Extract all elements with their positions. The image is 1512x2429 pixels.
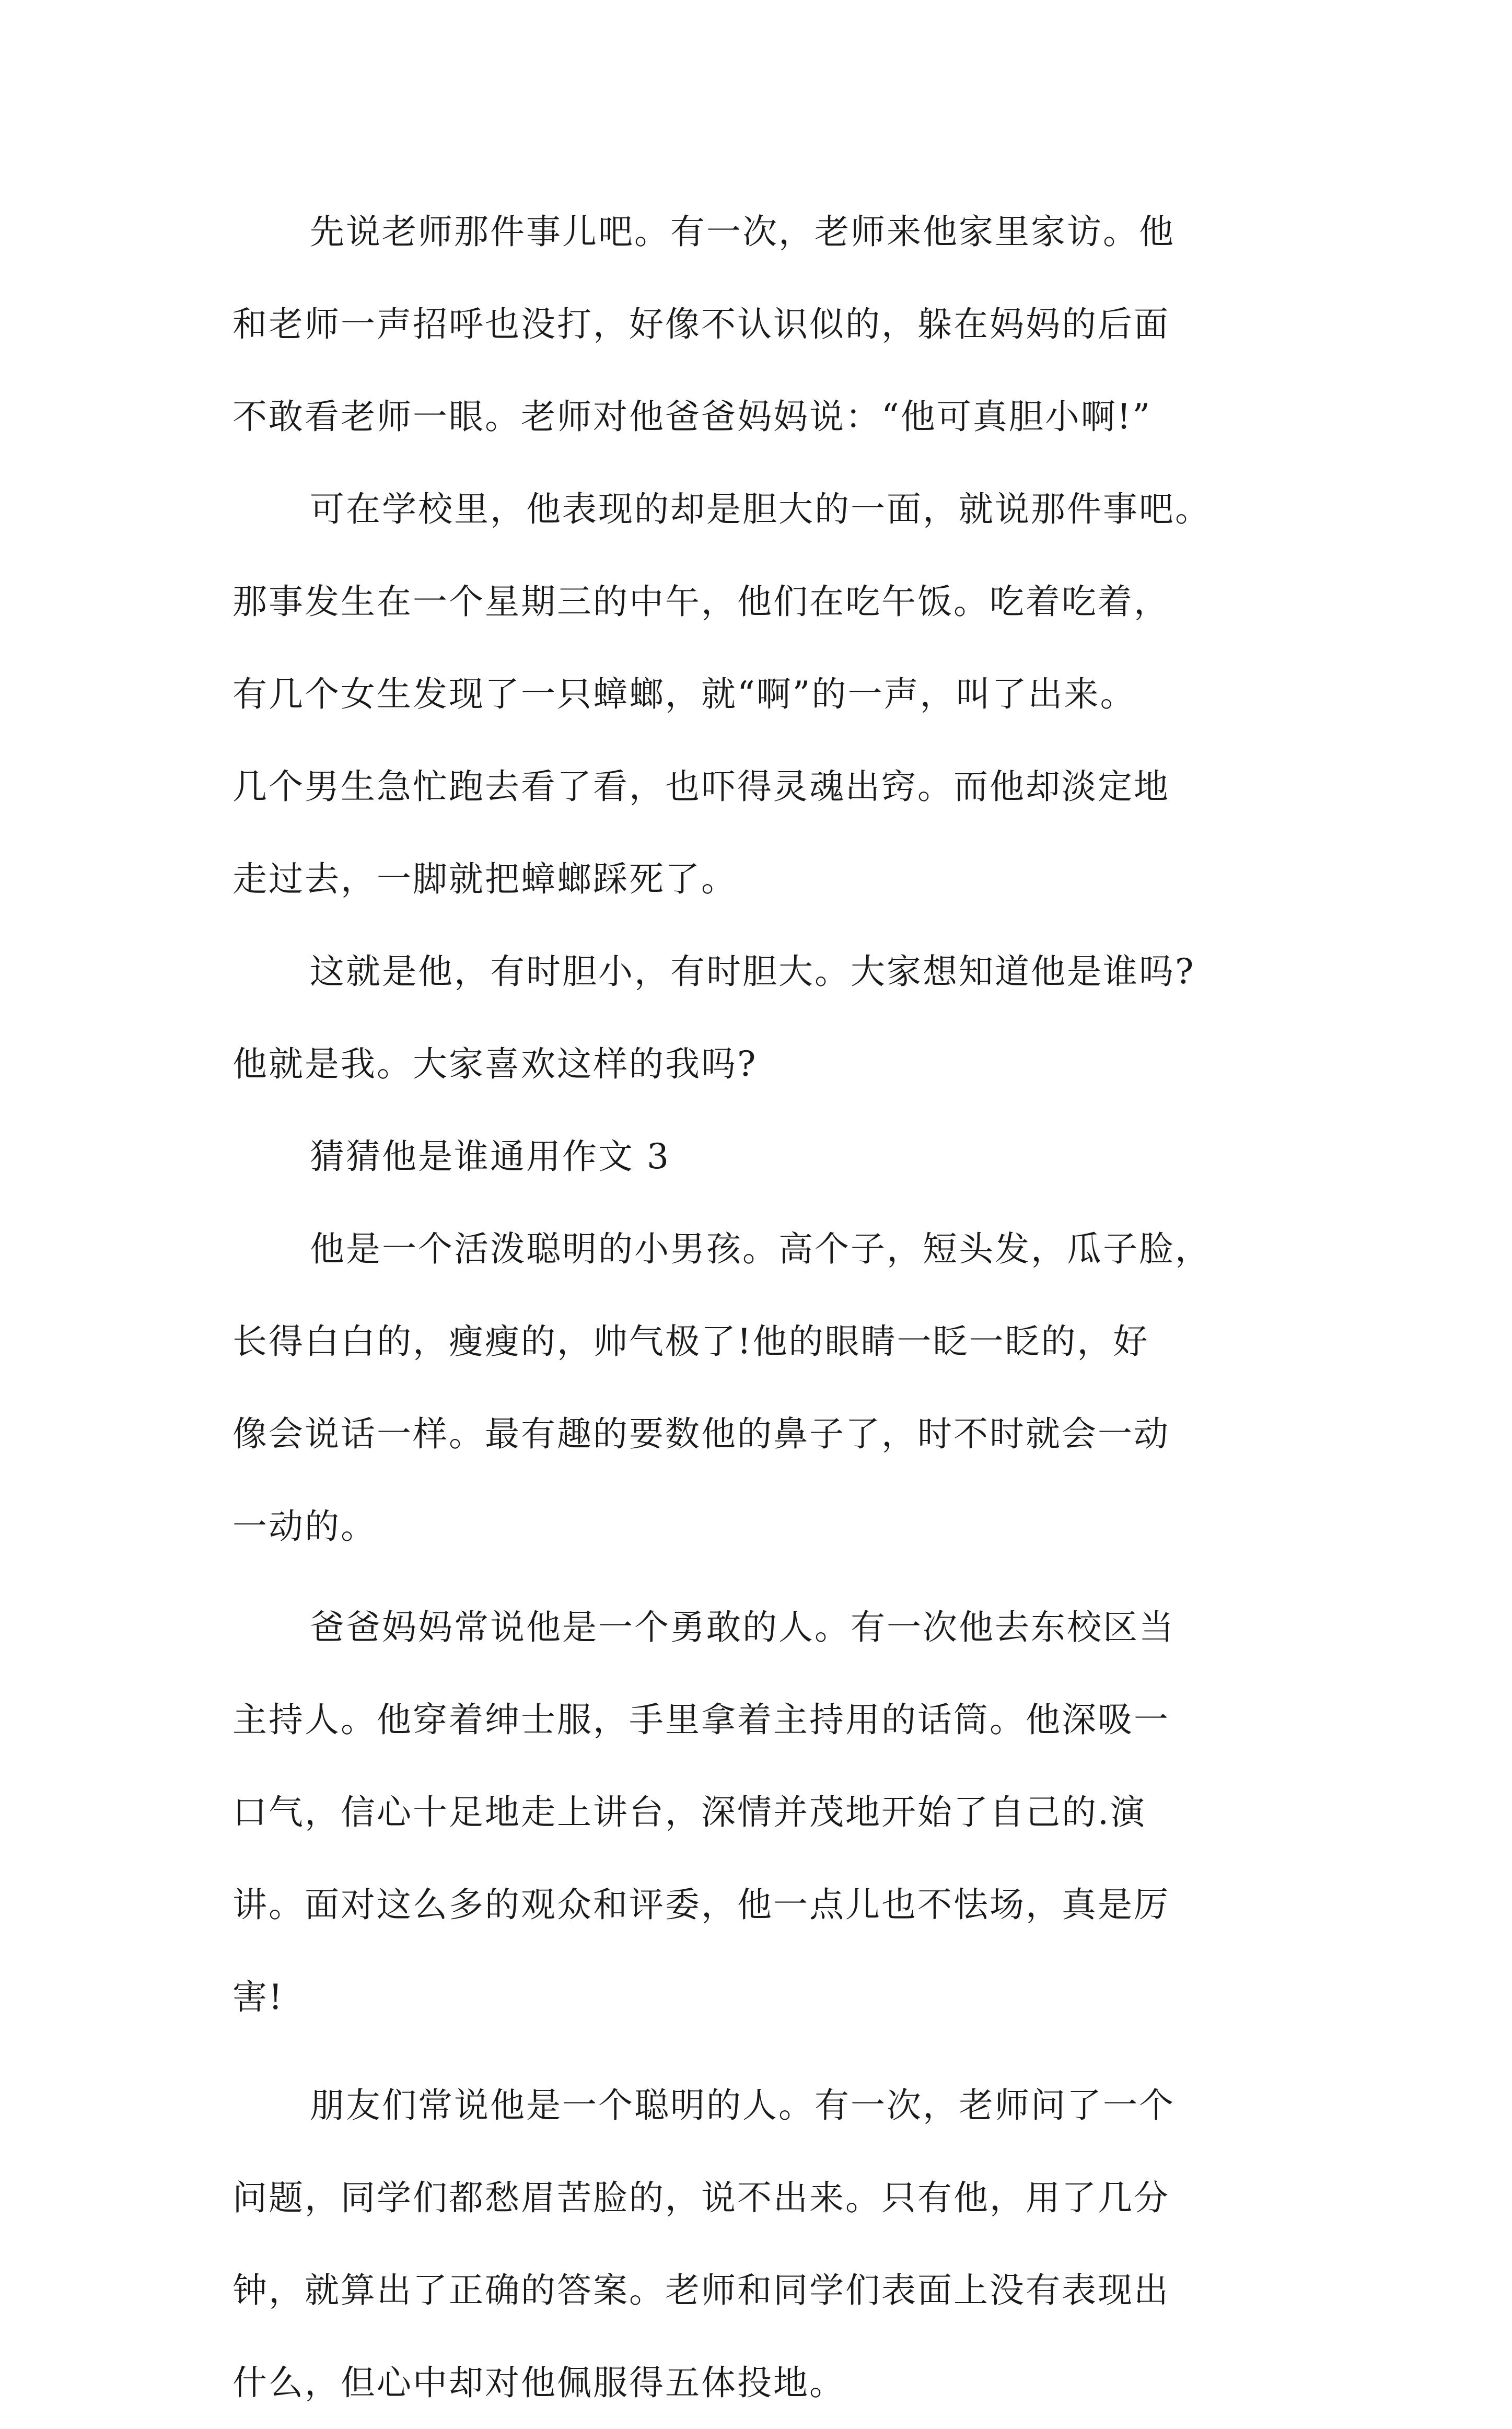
text-line: 钟，就算出了正确的答案。老师和同学们表面上没有表现出 [232, 2270, 1170, 2310]
text-line: 不敢看老师一眼。老师对他爸爸妈妈说：“他可真胆小啊!” [232, 397, 1152, 437]
text-line: 像会说话一样。最有趣的要数他的鼻子了，时不时就会一动 [232, 1414, 1170, 1454]
section-heading: 猜猜他是谁通用作文 3 [310, 1136, 670, 1177]
text-line: 和老师一声招呼也没打，好像不认识似的，躲在妈妈的后面 [232, 304, 1170, 344]
text-line: 他是一个活泼聪明的小男孩。高个子，短头发，瓜子脸， [310, 1229, 1211, 1269]
text-line: 害! [232, 1977, 284, 2017]
paragraph-gap [232, 2043, 1304, 2059]
text-line: 他就是我。大家喜欢这样的我吗? [232, 1044, 758, 1084]
text-line: 什么，但心中却对他佩服得五体投地。 [232, 2363, 845, 2403]
text-line: 问题，同学们都愁眉苦脸的，说不出来。只有他，用了几分 [232, 2178, 1170, 2218]
text-line: 一动的。 [232, 1506, 377, 1547]
text-line: 口气，信心十足地走上讲台，深情并茂地开始了自己的.演 [232, 1792, 1146, 1832]
text-line: 长得白白的，瘦瘦的，帅气极了!他的眼睛一眨一眨的，好 [232, 1321, 1149, 1362]
document-body [232, 185, 1304, 2429]
text-line: 那事发生在一个星期三的中午，他们在吃午饭。吃着吃着， [232, 582, 1170, 622]
text-line: 讲。面对这么多的观众和评委，他一点儿也不怯场，真是厉 [232, 1885, 1170, 1925]
text-line: 这就是他，有时胆小，有时胆大。大家想知道他是谁吗? [310, 951, 1195, 992]
text-line: 有几个女生发现了一只蟑螂，就“啊”的一声，叫了出来。 [232, 674, 1136, 714]
text-line: 朋友们常说他是一个聪明的人。有一次，老师问了一个 [310, 2085, 1175, 2125]
text-line: 几个男生急忙跑去看了看，也吓得灵魂出窍。而他却淡定地 [232, 766, 1170, 807]
text-line: 走过去，一脚就把蟑螂踩死了。 [232, 859, 737, 899]
paragraph-gap [232, 1573, 1304, 1581]
text-line: 先说老师那件事儿吧。有一次，老师来他家里家访。他 [310, 212, 1175, 252]
text-line: 主持人。他穿着绅士服，手里拿着主持用的话筒。他深吸一 [232, 1700, 1170, 1740]
text-line: 爸爸妈妈常说他是一个勇敢的人。有一次他去东校区当 [310, 1607, 1175, 1647]
text-line: 可在学校里，他表现的却是胆大的一面，就说那件事吧。 [310, 489, 1211, 529]
